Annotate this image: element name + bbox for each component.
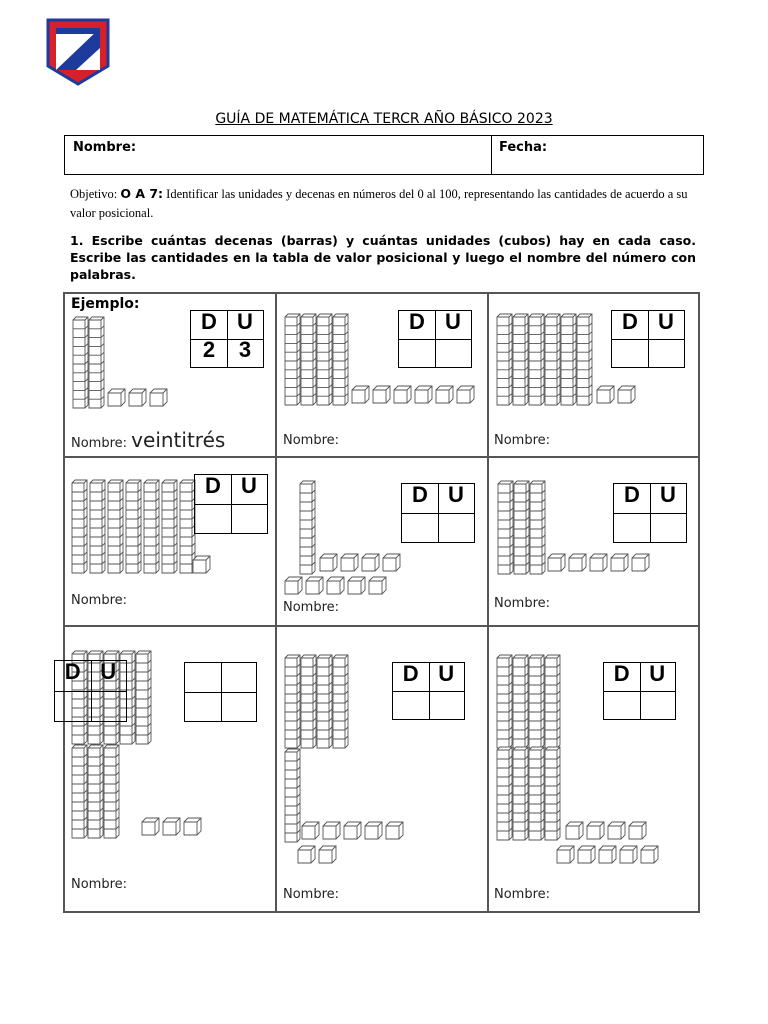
objective-code: O A 7: [120,186,164,201]
nombre-field[interactable] [283,433,339,448]
place-value-table[interactable] [398,310,472,368]
units-header: U [438,661,455,686]
instruction: 1. Escribe cuántas decenas (barras) y cuántas unidades (cubos) hay en cada caso. Escribe las cantidades en la tabla de valor posicional y luego el nombre del número con palabras. [70,233,696,282]
place-value-table[interactable] [401,483,475,543]
tens-header: D [205,473,221,498]
place-value-table[interactable] [392,662,465,720]
nombre-answer: veintitrés [131,428,226,452]
tens-header: D [613,661,630,686]
nombre-field[interactable] [494,596,550,611]
tens-header: D [402,661,419,686]
nombre-label: Nombre: [283,600,340,615]
units-header: U [658,309,674,334]
nombre-field[interactable] [283,600,339,615]
place-value-table[interactable] [611,310,685,368]
objective-prefix: Objetivo: [70,187,118,201]
objective-text: Identificar las unidades y decenas en números del 0 al 100, representando las cantidades de acuerdo a su valor posicional. [70,187,688,220]
tens-header: D [64,659,81,684]
tens-answer: 2 [202,337,216,362]
tens-header: D [622,309,638,334]
tens-header: D [412,482,428,507]
units-header: U [660,482,676,507]
units-header: U [448,482,464,507]
nombre-field[interactable] [71,593,127,608]
nombre-label: Nombre: [494,433,551,448]
nombre-field[interactable] [283,887,339,902]
nombre-label: Nombre: [71,593,128,608]
nombre-label: Nombre: [71,877,128,892]
place-value-table[interactable] [184,662,257,722]
example-label: Ejemplo: [71,296,140,312]
place-value-table[interactable] [613,483,687,543]
page-title: GUÍA DE MATEMÁTICA TERCR AÑO BÁSICO 2023 [215,111,553,127]
nombre-label: Nombre: [494,596,551,611]
units-header: U [237,309,253,334]
units-header: U [100,659,117,684]
fecha-label: Fecha: [499,140,548,155]
units-answer: 3 [238,337,252,362]
nombre-label: Nombre: [494,887,551,902]
place-value-table[interactable] [194,474,268,534]
place-value-table[interactable] [54,660,127,722]
nombre-label: Nombre: [71,436,132,451]
tens-header: D [201,309,217,334]
place-value-table[interactable] [603,662,676,720]
nombre-label: Nombre: [73,140,137,155]
nombre-label: Nombre: [283,887,340,902]
place-value-table[interactable] [190,310,264,368]
nombre-field[interactable] [494,433,550,448]
units-header: U [241,473,257,498]
units-header: U [649,661,666,686]
nombre-field[interactable] [71,877,127,892]
tens-header: D [624,482,640,507]
nombre-label: Nombre: [283,433,340,448]
nombre-field[interactable] [494,887,550,902]
units-header: U [445,309,461,334]
tens-header: D [409,309,425,334]
nombre-field[interactable] [71,428,225,452]
